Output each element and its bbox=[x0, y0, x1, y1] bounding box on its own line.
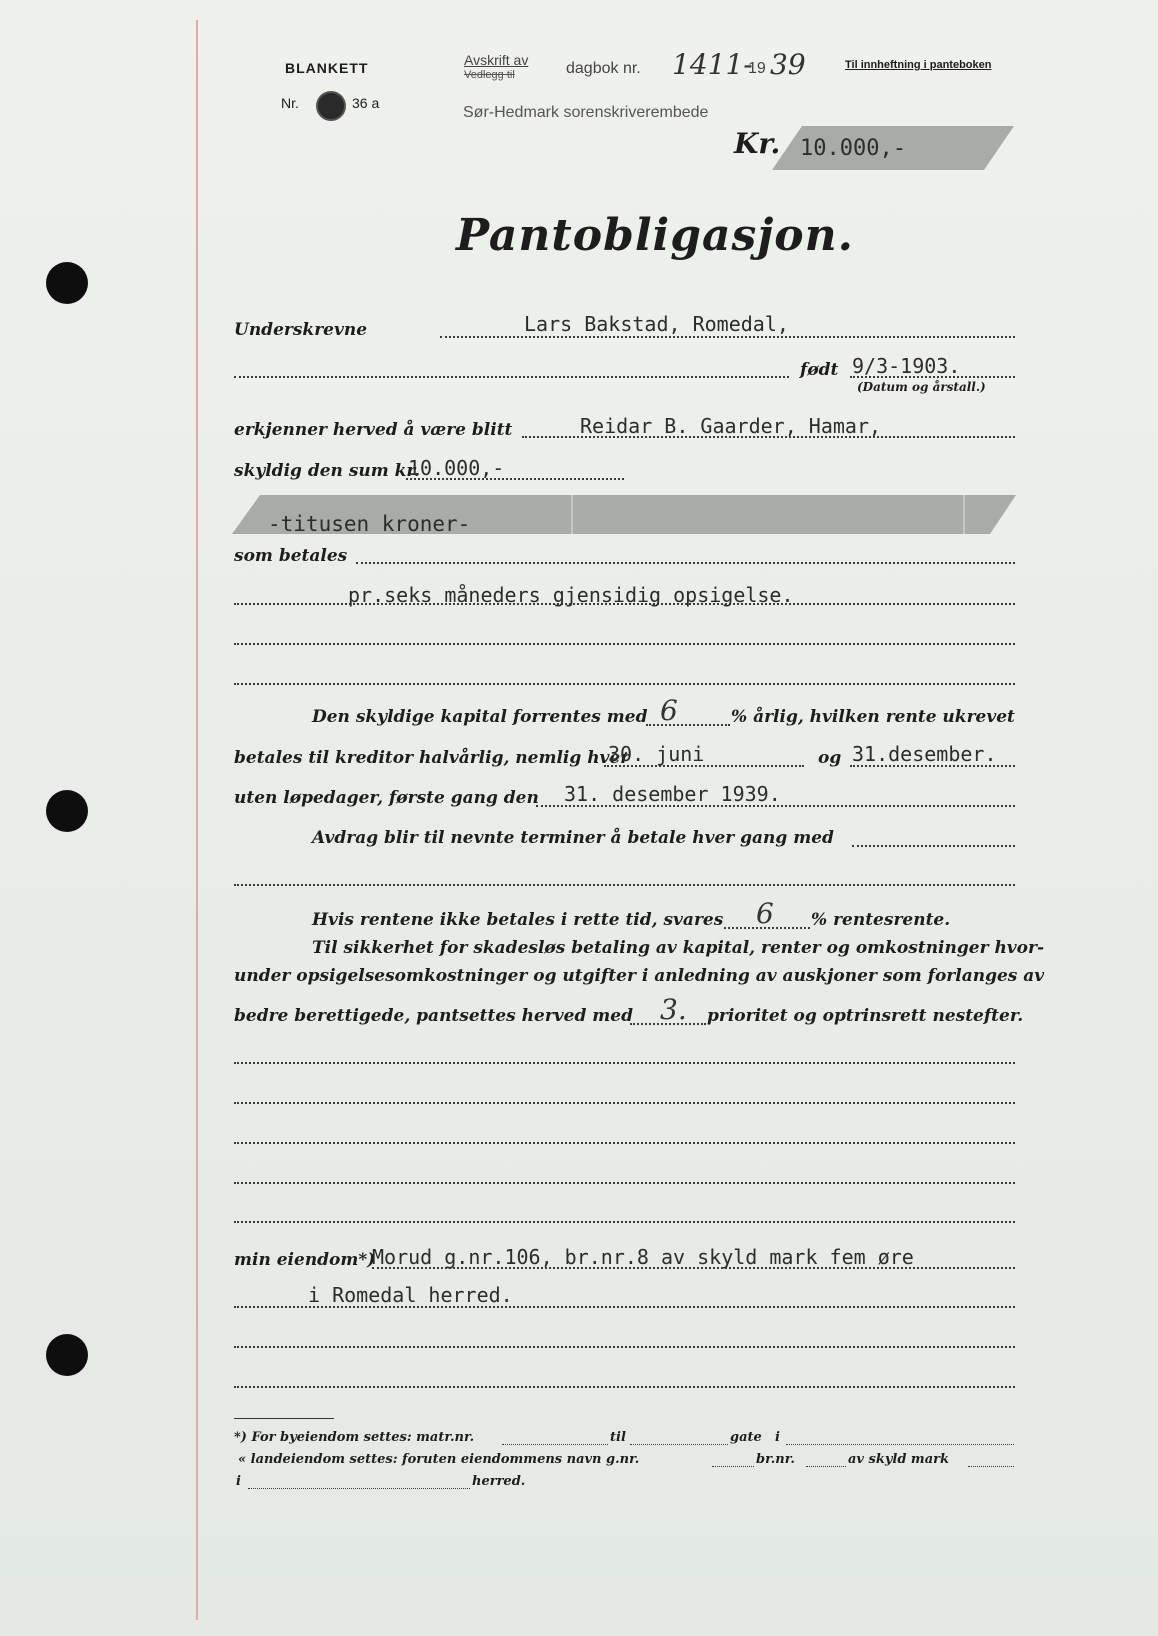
lopedager-label: uten løpedager, første gang den bbox=[234, 788, 539, 808]
dagbok-number: 1411- bbox=[672, 48, 753, 81]
eiendom-value-2: i Romedal herred. bbox=[308, 1283, 513, 1307]
footnote-dots-3 bbox=[786, 1444, 1014, 1445]
kr-label: Kr. bbox=[734, 127, 781, 160]
betales-value: pr.seks måneders gjensidig opsigelse. bbox=[348, 583, 794, 607]
betales-line-1 bbox=[356, 562, 1015, 564]
amount-words: -titusen kroner- bbox=[268, 512, 471, 536]
avskrift-label: Avskrift av bbox=[464, 52, 529, 68]
rentesrente-text-b: % rentesrente. bbox=[811, 910, 951, 930]
blank-line-5 bbox=[234, 1221, 1015, 1223]
prioritet-value: 3. bbox=[660, 993, 687, 1026]
seal-icon bbox=[316, 91, 346, 121]
eiendom-line-3 bbox=[234, 1346, 1015, 1348]
date1-value: 30. juni bbox=[608, 742, 705, 766]
avdrag-line-2 bbox=[234, 884, 1015, 886]
punch-hole-middle bbox=[46, 790, 88, 832]
date2-value: 31.desember. bbox=[852, 742, 997, 766]
creditor-value: Reidar B. Gaarder, Hamar, bbox=[580, 414, 882, 438]
eiendom-label: min eiendom*) bbox=[234, 1250, 376, 1270]
fodt-label: født bbox=[800, 360, 839, 380]
avdrag-line-1 bbox=[852, 845, 1015, 847]
footnote-line-1a: *) For byeiendom settes: matr.nr. bbox=[234, 1430, 475, 1445]
underskrevne-line bbox=[440, 336, 1015, 338]
footnote-rule bbox=[234, 1418, 334, 1419]
blank-line-3 bbox=[234, 1142, 1015, 1144]
skyldig-label: skyldig den sum kr. bbox=[234, 461, 420, 481]
og-label: og bbox=[818, 748, 842, 768]
footnote-dots-5 bbox=[806, 1466, 846, 1467]
rentesrente-value: 6 bbox=[756, 897, 774, 930]
first-date-value: 31. desember 1939. bbox=[564, 782, 781, 806]
punch-hole-bottom bbox=[46, 1334, 88, 1376]
margin-rule bbox=[196, 20, 198, 1620]
sikkerhet-line-2: under opsigelsesomkostninger og utgifter i anledning av auskjoner som forlanges av bbox=[234, 966, 1045, 986]
betales-line-3 bbox=[234, 643, 1015, 645]
footnote-dots-6 bbox=[968, 1466, 1014, 1467]
underskrevne-value: Lars Bakstad, Romedal, bbox=[524, 312, 789, 336]
fodt-value: 9/3-1903. bbox=[852, 354, 961, 378]
blank-line-4 bbox=[234, 1182, 1015, 1184]
betales-label: som betales bbox=[234, 546, 348, 566]
form-nr-label: Nr. bbox=[281, 95, 299, 111]
halvarlig-label: betales til kreditor halvårlig, nemlig hver bbox=[234, 748, 630, 768]
eiendom-value: Morud g.nr.106, br.nr.8 av skyld mark fem øre bbox=[372, 1245, 914, 1269]
innheftning-label: Til innheftning i panteboken bbox=[845, 59, 992, 71]
avdrag-label: Avdrag blir til nevnte terminer å betale hver gang med bbox=[312, 828, 834, 848]
footnote-line-2a: « landeiendom settes: foruten eiendommens navn g.nr. bbox=[238, 1452, 640, 1467]
blank-line-1 bbox=[234, 1062, 1015, 1064]
erkjenner-label: erkjenner herved å være blitt bbox=[234, 420, 513, 440]
form-nr-value: 36 a bbox=[352, 95, 380, 111]
sum-value: 10.000,- bbox=[408, 456, 505, 480]
year-suffix: 39 bbox=[770, 48, 806, 81]
office-name: Sør-Hedmark sorenskriverembede bbox=[463, 104, 709, 121]
rente-text-b: % årlig, hvilken rente ukrevet bbox=[731, 707, 1015, 727]
underskrevne-label: Underskrevne bbox=[234, 320, 368, 340]
footnote-dots-2 bbox=[630, 1444, 728, 1445]
punch-hole-top bbox=[46, 262, 88, 304]
footnote-line-3a: i bbox=[236, 1474, 241, 1489]
betales-line-4 bbox=[234, 683, 1015, 685]
berettigede-text-b: prioritet og optrinsrett nestefter. bbox=[707, 1006, 1024, 1026]
berettigede-text-a: bedre berettigede, pantsettes herved med bbox=[234, 1006, 633, 1026]
rente-text-a: Den skyldige kapital forrentes med bbox=[312, 707, 648, 727]
rente-line bbox=[646, 724, 730, 726]
dagbok-label: dagbok nr. bbox=[566, 60, 641, 77]
blankett-label: BLANKETT bbox=[285, 60, 369, 76]
line-before-fodt bbox=[234, 376, 789, 378]
vedlegg-label: Vedlegg til bbox=[464, 69, 515, 81]
eiendom-line-4 bbox=[234, 1386, 1015, 1388]
rente-value: 6 bbox=[660, 694, 678, 727]
footnote-dots-4 bbox=[712, 1466, 754, 1467]
footnote-line-1c: gate bbox=[730, 1430, 762, 1445]
datum-note: (Datum og årstall.) bbox=[857, 380, 986, 394]
footnote-line-1d: i bbox=[775, 1430, 780, 1445]
blank-line-2 bbox=[234, 1102, 1015, 1104]
footnote-dots-1 bbox=[502, 1444, 608, 1445]
footnote-dots-7 bbox=[248, 1488, 470, 1489]
sikkerhet-line-1: Til sikkerhet for skadesløs betaling av kapital, renter og omkostninger hvor- bbox=[312, 938, 1045, 958]
footnote-line-3b: herred. bbox=[472, 1474, 526, 1489]
footnote-line-2b: br.nr. bbox=[756, 1452, 795, 1467]
kr-amount: 10.000,- bbox=[800, 136, 906, 161]
document-title: Pantobligasjon. bbox=[456, 210, 854, 261]
footnote-line-1b: til bbox=[610, 1430, 626, 1445]
footnote-line-2c: av skyld mark bbox=[848, 1452, 949, 1467]
year-prefix: 19 bbox=[748, 60, 766, 77]
rentesrente-text-a: Hvis rentene ikke betales i rette tid, svares bbox=[312, 910, 724, 930]
